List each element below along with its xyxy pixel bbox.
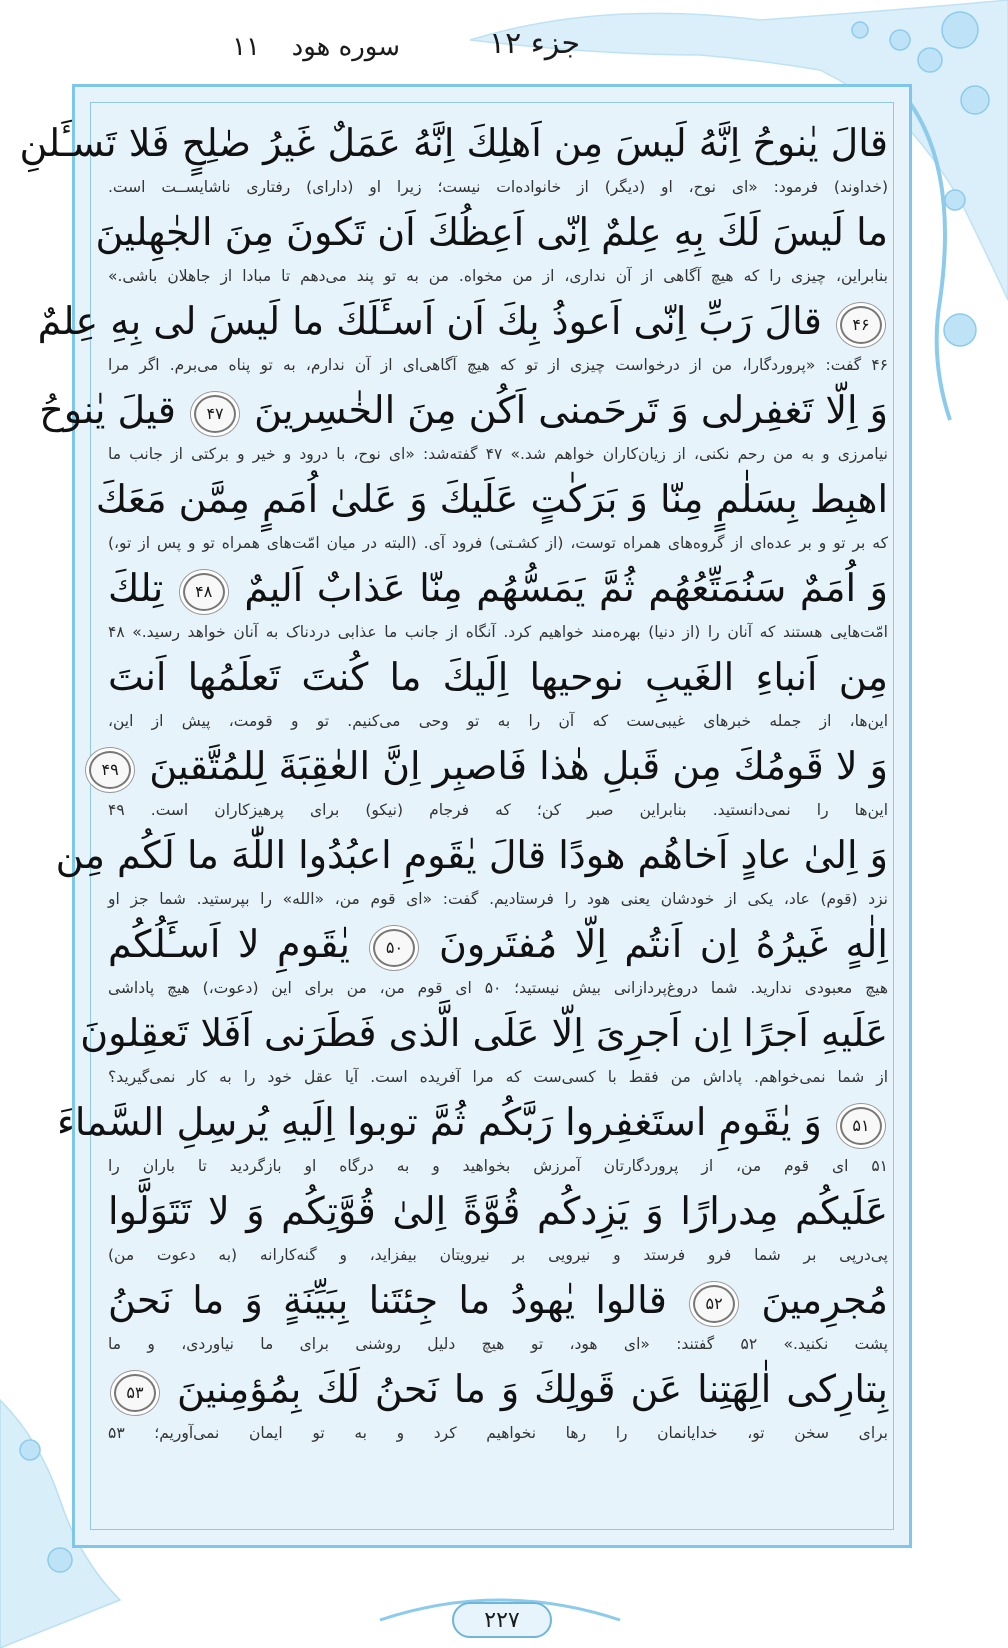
persian-translation: نزد (قوم) عاد، یکی از خودشان یعنی هود را فرستادیم. گفت: «ای قوم من، «الله» را بپرستید. شما جز او (108, 890, 888, 908)
ayah-number-marker: ۴۸ (183, 573, 225, 611)
persian-translation: این‌ها را نمی‌دانستید. بنابراین صبر کن؛ که فرجام (نیکو) برای پرهیزکاران است. ۴۹ (108, 801, 888, 819)
arabic-text: تِلكَ (108, 566, 164, 610)
ayah-number-marker: ۵۳ (114, 1374, 156, 1412)
verse-block (95, 468, 888, 557)
arabic-line (108, 1269, 888, 1331)
arabic-text: اِلٰهٍ غَيرُهُ اِن اَنتُم اِلّا مُفتَرونَ (438, 922, 888, 966)
verse-block (57, 1091, 888, 1180)
arabic-line: اهبِط بِسَلٰمٍ مِنّا وَ بَرَكٰتٍ عَلَيكَ وَ عَلىٰ اُمَمٍ مِمَّن مَعَكَ (95, 477, 888, 521)
verse-block (108, 913, 888, 1002)
arabic-text: وَ اِلّا تَغفِرلى وَ تَرحَمنى اَكُن مِنَ الخٰسِرينَ (254, 388, 888, 432)
arabic-text: وَ لا قَومُكَ مِن قَبلِ هٰذا فَاصبِر اِنَّ العٰقِبَةَ لِلمُتَّقينَ (149, 744, 888, 788)
arabic-text: بِتارِكى اٰلِهَتِنا عَن قَولِكَ وَ ما نَحنُ لَكَ بِمُؤمِنينَ (176, 1367, 888, 1411)
verse-block (55, 824, 888, 913)
verse-block (108, 1269, 888, 1358)
arabic-text: مُجرِمينَ (761, 1278, 888, 1322)
arabic-line (108, 557, 888, 619)
arabic-line (108, 1358, 888, 1420)
verse-block (108, 1180, 888, 1269)
verse-block (19, 112, 888, 201)
page-number: ۲۲۷ (452, 1602, 552, 1638)
persian-translation: هیچ معبودی ندارید. شما دروغ‌پردازانی بیش نیستید؛ ۵۰ ای قوم من، من برای این (دعوت،) هیچ پاداشی (108, 979, 888, 997)
arabic-line (37, 290, 888, 352)
ayah-number-marker: ۵۰ (373, 929, 415, 967)
persian-translation: این‌ها، از جمله خبرهای غیبی‌ست که آن را به تو وحی می‌کنیم. تو و قومت، پیش از این، (108, 712, 888, 730)
verse-block (37, 290, 888, 379)
ayah-number-marker: ۵۱ (840, 1107, 882, 1145)
verse-block (80, 1002, 888, 1091)
arabic-line: عَلَيهِ اَجرًا اِن اَجرِىَ اِلّا عَلَى الَّذى فَطَرَنى اَفَلا تَعقِلونَ (80, 1011, 888, 1055)
arabic-line: وَ اِلىٰ عادٍ اَخاهُم هودًا قالَ يٰقَومِ اعبُدُوا اللّٰهَ ما لَكُم مِن (55, 833, 888, 877)
arabic-line (57, 1091, 888, 1153)
page-header (40, 22, 600, 72)
arabic-text: قالوا يٰهودُ ما جِئتَنا بِبَيِّنَةٍ وَ ما نَحنُ (108, 1278, 667, 1322)
juz-label: جزء ۱۲ (489, 26, 580, 61)
persian-translation: (خداوند) فرمود: «ای نوح، او (دیگر) از خانواده‌ات نیست؛ زیرا او (دارای) رفتاری ناشایســت است. (108, 178, 888, 196)
verse-block (95, 201, 888, 290)
persian-translation: ۵۱ ای قوم من، از پروردگارتان آمرزش بخواهید و به درگاه او بازگردید تا باران را (108, 1157, 888, 1175)
arabic-text: قالَ رَبِّ اِنّى اَعوذُ بِكَ اَن اَسـَٔلَكَ ما لَيسَ لى بِهِ عِلمٌ (37, 299, 822, 343)
persian-translation: پشت نکنید.» ۵۲ گفتند: «ای هود، تو هیچ دلیل روشنی برای ما نیاوردی، و ما (108, 1335, 888, 1353)
arabic-line: قالَ يٰنوحُ اِنَّهُ لَيسَ مِن اَهلِكَ اِنَّهُ عَمَلٌ غَيرُ صٰلِحٍ فَلا تَسـَٔلنِ (19, 121, 888, 165)
verse-block (108, 557, 888, 646)
ayah-number-marker: ۵۲ (693, 1285, 735, 1323)
persian-translation: ۴۶ گفت: «پروردگارا، من از درخواست چیزی از تو که هیچ آگاهی‌ای از آن ندارم، به تو پناه می‌برم. اگر مرا (108, 356, 888, 374)
quran-text-area (19, 112, 888, 1447)
persian-translation: برای سخن تو، خدایانمان را رها نخواهیم کرد و به تو ایمان نمی‌آوریم؛ ۵۳ (108, 1424, 888, 1442)
surah-name: سوره هود (291, 32, 400, 62)
verse-block (39, 379, 888, 468)
arabic-line (39, 379, 888, 441)
arabic-line: مِن اَنباءِ الغَيبِ نوحيها اِلَيكَ ما كُنتَ تَعلَمُها اَنتَ (108, 655, 888, 699)
arabic-line (101, 735, 888, 797)
arabic-line: ما لَيسَ لَكَ بِهِ عِلمٌ اِنّى اَعِظُكَ اَن تَكونَ مِنَ الجٰهِلينَ (95, 210, 888, 254)
persian-translation: امّت‌هایی هستند که آنان را (از دنیا) بهره‌مند خواهیم کرد. آنگاه از جانب ما عذابی دردناک به آنان خواهد رسید.» ۴۸ (108, 623, 888, 641)
verse-block (101, 735, 888, 824)
arabic-text: يٰقَومِ لا اَسـَٔلُكُم (108, 922, 350, 966)
persian-translation: نیامرزی و به من رحم نکنی، از زیان‌کاران خواهم شد.» ۴۷ گفته‌شد: «ای نوح، با درود و خیر و برکتی از جانب ما (108, 445, 888, 463)
persian-translation: پی‌درپی بر شما فرو فرستد و نیرویی بر نیرویتان بیفزاید، و گنه‌کارانه (به دعوت من) (108, 1246, 888, 1264)
persian-translation: از شما نمی‌خواهم. پاداش من فقط با کسی‌ست که مرا آفریده است. آیا عقل خود را به کار نمی‌گیرید؟ (108, 1068, 888, 1086)
verse-block (108, 1358, 888, 1447)
arabic-text: وَ اُمَمٌ سَنُمَتِّعُهُم ثُمَّ يَمَسُّهُم مِنّا عَذابٌ اَليمٌ (244, 566, 888, 610)
arabic-line (108, 913, 888, 975)
persian-translation: بنابراین، چیزی را که هیچ آگاهی از آن نداری، از من مخواه. من به تو پند می‌دهم تا مبادا از جاهلان باشی.» (108, 267, 888, 285)
ayah-number-marker: ۴۹ (89, 751, 131, 789)
ayah-number-marker: ۴۷ (194, 395, 236, 433)
surah-number: ۱۱ (232, 32, 260, 62)
ayah-number-marker: ۴۶ (840, 306, 882, 344)
verse-block (108, 646, 888, 735)
arabic-text: وَ يٰقَومِ استَغفِروا رَبَّكُم ثُمَّ توبوا اِلَيهِ يُرسِلِ السَّماءَ (57, 1100, 822, 1144)
arabic-line: عَلَيكُم مِدرارًا وَ يَزِدكُم قُوَّةً اِلىٰ قُوَّتِكُم وَ لا تَتَوَلَّوا (108, 1189, 888, 1233)
persian-translation: که بر تو و بر عده‌ای از گروه‌های همراه توست، (از کشـتی) فرود آی. (البته در میان امّت‌های همراه تو و پس از تو،) (108, 534, 888, 552)
arabic-text: قيلَ يٰنوحُ (39, 388, 176, 432)
